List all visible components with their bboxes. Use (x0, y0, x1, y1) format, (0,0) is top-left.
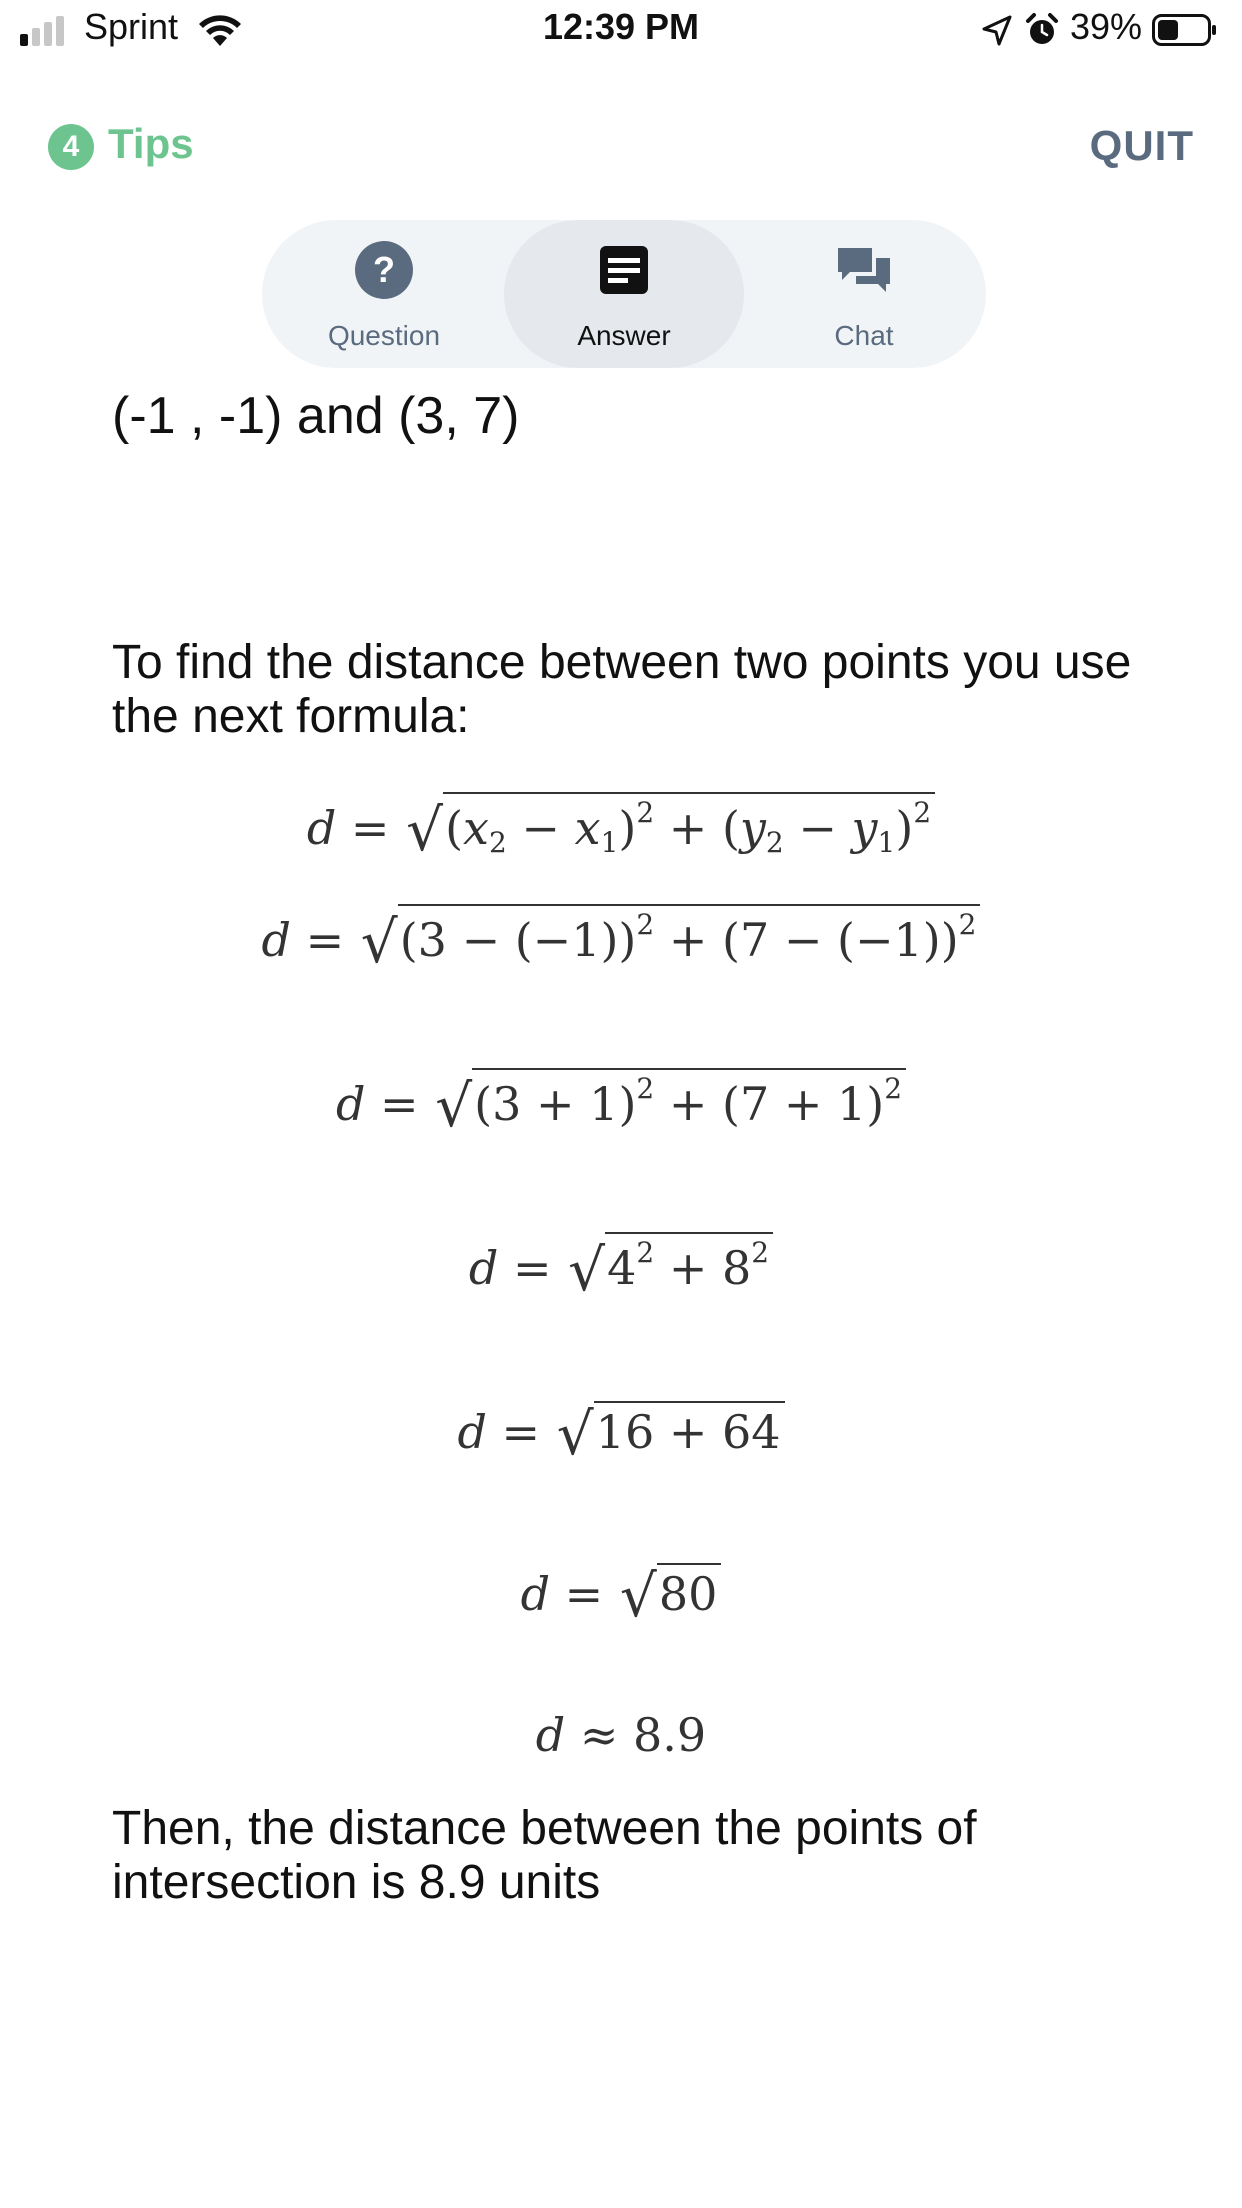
chat-bubbles-icon (834, 240, 894, 300)
tips-button[interactable]: Tips (108, 120, 194, 167)
location-arrow-icon (980, 14, 1014, 48)
equation-7: d ≈ 8.9 (535, 1708, 707, 1762)
carrier-name: Sprint (84, 6, 179, 47)
tips-count-badge[interactable]: 4 (48, 124, 94, 170)
equation-4: $d = √4^2 + 8^2$ (0, 1230, 1242, 1298)
battery-icon (1152, 14, 1218, 46)
status-bar (0, 0, 1242, 64)
tab-question[interactable] (264, 220, 504, 368)
equation-3: $d = √(3 + 1)^2 + (7 + 1)^2$ (0, 1066, 1242, 1134)
alarm-clock-icon (1024, 12, 1060, 48)
battery-percent: 39% (1070, 6, 1143, 47)
quit-button[interactable]: QUIT (1089, 122, 1194, 169)
status-time: 12:39 PM (542, 6, 700, 47)
tab-question-label: Question (327, 320, 441, 351)
equation-2: $d = √(3 - (-1))^2 + (7 - (-1))^2$ (0, 902, 1242, 970)
svg-text:?: ? (373, 249, 395, 290)
tab-chat[interactable] (744, 220, 984, 368)
intro-paragraph: To find the distance between two points you use the next formula: (112, 636, 1132, 743)
tab-answer-label: Answer (577, 320, 671, 351)
answer-doc-icon (594, 240, 654, 300)
tab-answer[interactable] (504, 220, 744, 368)
tab-bar (262, 220, 986, 368)
clipped-question-line: (-1 , -1) and (3, 7) (112, 387, 520, 445)
conclusion-paragraph: Then, the distance between the points of intersection is 8.9 units (112, 1802, 977, 1909)
question-circle-icon (354, 240, 414, 300)
equation-6: d = √80 (0, 1556, 1242, 1624)
tab-chat-label: Chat (834, 320, 894, 351)
equation-5: d = √16 + 64 (0, 1394, 1242, 1462)
equation-1: $d = √(x_2 - x_1)^2 + (y_2 - y_1)^2$ (0, 790, 1242, 859)
